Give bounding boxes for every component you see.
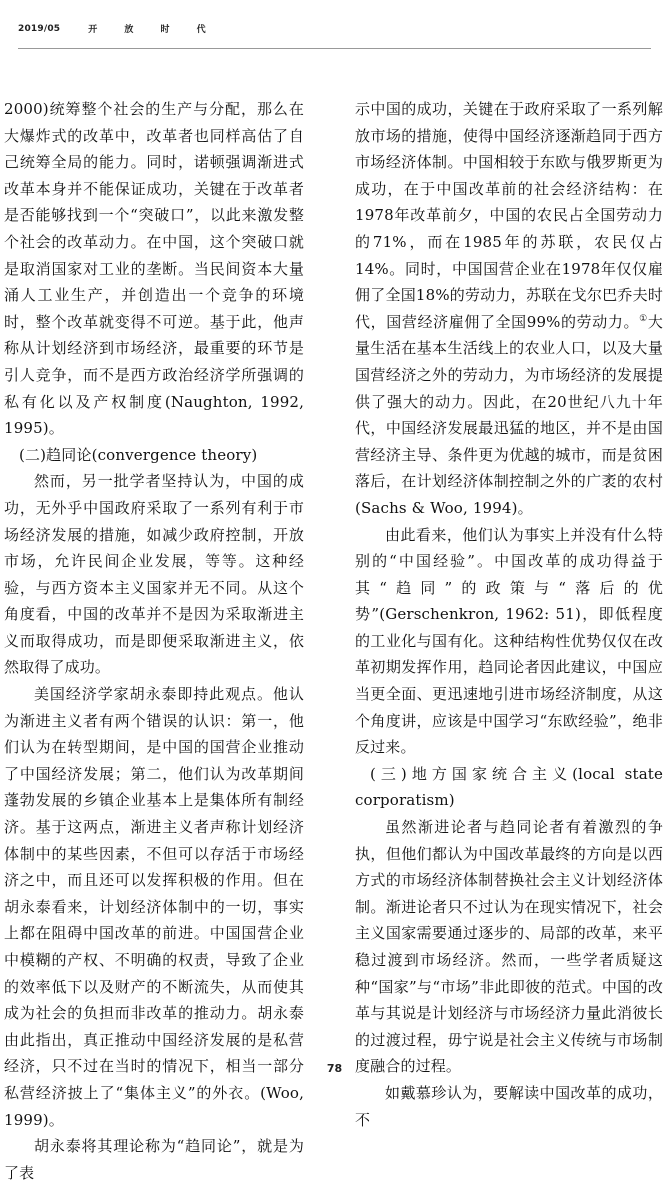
paragraph [355,96,663,522]
issue-label: 2019/05 [18,23,61,34]
paragraph: 如戴慕珍认为，要解读中国改革的成功，不 [355,1083,663,1129]
paragraph: 2000)统筹整个社会的生产与分配，那么在大爆炸式的改革中，改革者也同样高估了自己统筹全局的能力。同时，诺顿强调渐进式改革本身并不能保证成功，关键在于改革者是否能够找到一个“突破口”，以此来激发整个社会的改革动力。在中国，这个突破口就是取消国家对工业的垄断。当民间资本大量涌人工业生产，并创造出一个竞争的环境时，整个改革就变得不可逆。基于此，他声称从计划经济到市场经济，最重要的环节是引人竞争，而不是西方政治经济学所强调的私有化以及产权制度(Naughton, 1992, 1995)。 [4,100,304,438]
footnote-marker[interactable]: ① [639,313,648,324]
right-column [355,96,663,1133]
paragraph: 胡永泰将其理论称为“趋同论”，就是为了表 [4,1137,304,1182]
paragraph-text: 示中国的成功，关键在于政府采取了一系列解放市场的措施，使得中国经济逐渐趋同于西方市场经济体制。中国相较于东欧与俄罗斯更为成功，在于中国改革前的社会经济结构：在1978年改革前夕，中国的农民占全国劳动力的71%，而在1985年的苏联，农民仅占14%。同时，中国国营企业在1978年仅仅雇佣了全国18%的劳动力，苏联在戈尔巴乔夫时代，国营经济雇佣了全国99%的劳动力。 [355,100,663,331]
paragraph: 虽然渐进论者与趋同论者有着激烈的争执，但他们都认为中国改革最终的方向是以西方式的市场经济体制替换社会主义计划经济体制。渐进论者只不过认为在现实情况下，社会主义国家需要通过逐步的、局部的改革，来平稳过渡到市场经济。然而，一些学者质疑这种“国家”与“市场”非此即彼的范式。中国的改革与其说是计划经济与市场经济力量此消彼长的过渡过程，毋宁说是社会主义传统与市场制度融合的过程。 [355,818,663,1076]
paragraph: 美国经济学家胡永泰即持此观点。他认为渐进主义者有两个错误的认识：第一，他们认为在转型期间，是中国的国营企业推动了中国经济发展；第二，他们认为改革期间蓬勃发展的乡镇企业基本上是集体所有制经济。基于这两点，渐进主义者声称计划经济体制中的某些因素，不但可以存活于市场经济之中，而且还可以发挥积极的作用。但在胡永泰看来，计划经济体制中的一切，事实上都在阻碍中国改革的前进。中国国营企业中模糊的产权、不明确的权责，导致了企业的效率低下以及财产的不断流失，从而使其成为社会的负担而非改革的推动力。胡永泰由此指出，真正推动中国经济发展的是私营经济，只不过在当时的情况下，相当一部分私营经济披上了“集体主义”的外衣。(Woo, 1999)。 [4,685,304,1129]
section-heading-local-state-corporatism: (三)地方国家统合主义(local state corporatism) [355,764,663,810]
paragraph: 然而，另一批学者坚持认为，中国的成功，无外乎中国政府采取了一系列有利于市场经济发展的措施，如减少政府控制，开放市场，允许民间企业发展，等等。这种经验，与西方资本主义国家并无不同。从这个角度看，中国的改革并不是因为采取渐进主义而取得成功，而是即便采取渐进主义，依然取得了成功。 [4,472,304,677]
running-header [18,22,651,35]
left-column [4,96,304,1186]
paragraph-text: 大量生活在基本生活线上的农业人口，以及大量国营经济之外的劳动力，为市场经济的发展提供了强大的动力。因此，在20世纪八九十年代，中国经济发展最迅猛的地区，并不是由国营经济主导、条件更为优越的城市，而是贫困落后，在计划经济体制控制之外的广袤的农村(Sachs & Woo, 1994)。 [355,312,663,517]
journal-title: 开 放 时 代 [88,25,218,35]
paragraph: 由此看来，他们认为事实上并没有什么特别的“中国经验”。中国改革的成功得益于其“趋同”的政策与“落后的优势”(Gerschenkron, 1962: 51)，即低程度的工业化与国有化。这种结构性优势仅仅在改革初期发挥作用，趋同论者因此建议，中国应当更全面、更迅速地引进市场经济制度，从这个角度讲，应该是中国学习“东欧经验”，绝非反过来。 [355,525,663,757]
header-rule [18,48,651,49]
section-heading-convergence: (二)趋同论(convergence theory) [19,445,258,464]
page-number: 78 [326,1062,343,1075]
